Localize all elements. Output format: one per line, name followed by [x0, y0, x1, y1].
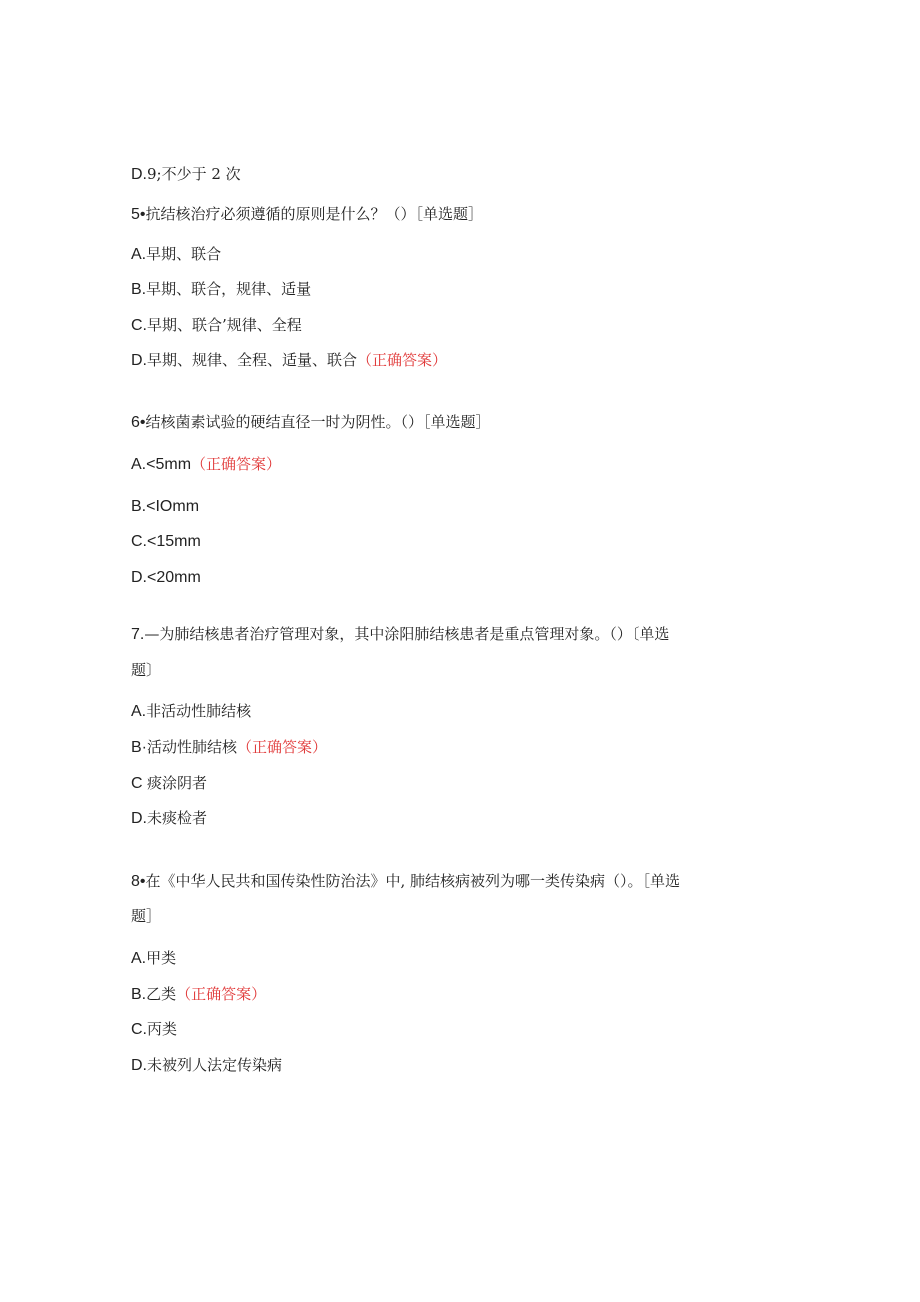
question-number: 5• [131, 206, 146, 223]
option-label: C. [131, 1021, 147, 1038]
correct-answer-tag: （正确答案） [191, 455, 282, 473]
q5-option-d [131, 350, 447, 371]
option-label: A. [131, 246, 147, 263]
q6-option-c [131, 531, 201, 552]
option-text: <20mm [147, 569, 201, 586]
option-label: D. [131, 810, 147, 827]
option-label: C. [131, 533, 147, 550]
q5-option-c [131, 315, 302, 336]
option-text: <IOmm [146, 498, 200, 515]
option-text: 早期、联合，规律、适量 [146, 280, 312, 298]
q7-option-b [131, 737, 327, 758]
q7-option-c [131, 773, 207, 794]
option-text: 痰涂阴者 [147, 774, 208, 792]
option-text: 丙类 [147, 1020, 178, 1038]
question-text-continued: 题］ [131, 907, 162, 925]
q7-option-d [131, 808, 207, 829]
question-text: 结核菌素试验的硬结直径一时为阴性。（）［单选题］ [145, 413, 491, 431]
question-7-continued [131, 660, 161, 680]
option-label: B. [131, 986, 147, 1003]
q4-option-d [131, 164, 241, 185]
q6-option-b [131, 496, 199, 517]
q6-option-d [131, 567, 201, 588]
q7-option-a [131, 701, 251, 722]
option-label: D. [131, 1057, 147, 1074]
q5-option-a [131, 244, 221, 265]
q8-option-b [131, 984, 266, 1005]
option-text: 非活动性肺结核 [146, 702, 252, 720]
q8-option-c [131, 1019, 177, 1040]
option-text: 未被列人法定传染病 [147, 1056, 283, 1074]
option-label: A. [131, 456, 147, 473]
option-text: 活动性肺结核 [147, 738, 238, 756]
question-8-continued [131, 906, 161, 926]
question-text: 抗结核治疗必须遵循的原则是什么？（）［单选题］ [145, 205, 484, 223]
question-5 [131, 204, 483, 225]
option-text: 未痰检者 [147, 809, 208, 827]
q6-option-a [131, 454, 281, 475]
question-number: 8• [131, 873, 146, 890]
option-label: B. [131, 498, 147, 515]
option-label: D. [131, 569, 147, 586]
q5-option-b [131, 279, 311, 300]
option-text: 乙类 [146, 985, 177, 1003]
option-label: A. [131, 703, 147, 720]
correct-answer-tag: （正确答案） [357, 351, 448, 369]
option-text: 早期、联合’规律、全程 [147, 316, 302, 334]
option-text: 甲类 [146, 949, 177, 967]
option-text: 9;不少于 2 次 [147, 165, 241, 183]
question-number: 6• [131, 414, 146, 431]
option-text: <15mm [147, 533, 201, 550]
correct-answer-tag: （正确答案） [176, 985, 267, 1003]
correct-answer-tag: （正确答案） [237, 738, 328, 756]
question-7 [131, 624, 669, 645]
question-text-continued: 题〕 [131, 661, 162, 679]
question-text: —为肺结核患者治疗管理对象，其中涂阳肺结核患者是重点管理对象。（）〔单选 [144, 625, 670, 643]
question-8 [131, 871, 680, 892]
option-label: C [131, 775, 147, 792]
option-label: C. [131, 317, 147, 334]
option-label: D. [131, 352, 147, 369]
option-label: A. [131, 950, 147, 967]
question-6 [131, 412, 491, 433]
option-label: B· [131, 739, 147, 756]
option-text: 早期、联合 [146, 245, 222, 263]
question-number: 7. [131, 626, 145, 643]
q8-option-d [131, 1055, 282, 1076]
option-text: 早期、规律、全程、适量、联合 [147, 351, 358, 369]
option-text: <5mm [146, 456, 192, 473]
q8-option-a [131, 948, 176, 969]
question-text: 在《中华人民共和国传染性防治法》中, 肺结核病被列为哪一类传染病（）。［单选 [145, 872, 681, 890]
option-label: B. [131, 281, 147, 298]
option-label: D. [131, 166, 147, 183]
